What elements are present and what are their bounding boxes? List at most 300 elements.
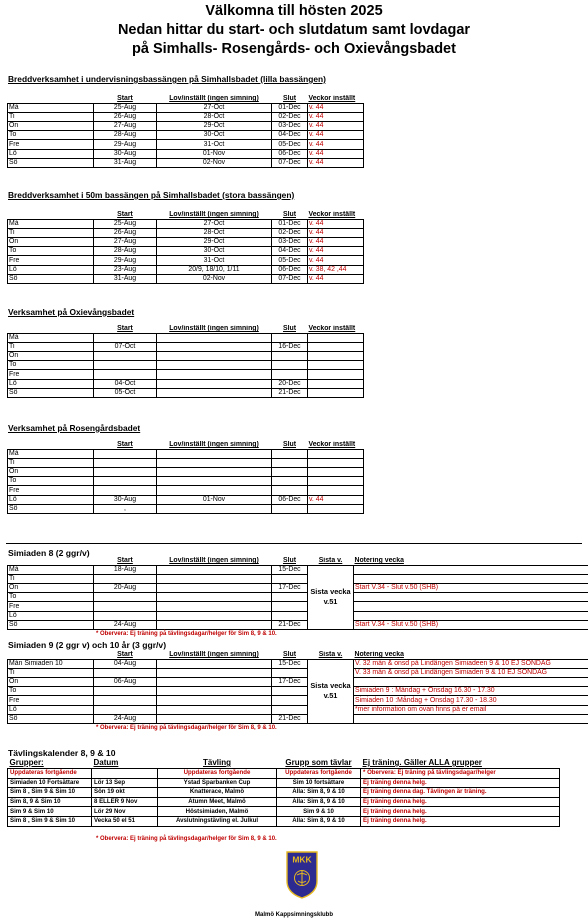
lov-cell <box>157 575 272 584</box>
slut-cell: 01-Dec <box>272 220 308 229</box>
weeks-cell <box>308 361 364 370</box>
date-cell: Vecka 50 el 51 <box>92 816 158 826</box>
slut-cell: 21-Dec <box>272 714 308 723</box>
start-cell <box>94 696 157 705</box>
day-cell: Lö <box>8 265 94 274</box>
day-cell: Sö <box>8 158 94 167</box>
cal-col-no-training: Ej träning. Gäller ALLA grupper <box>361 758 560 769</box>
slut-cell: 17-Dec <box>272 584 308 593</box>
section-title-simiaden-8: Simiaden 8 (2 ggr/v) <box>8 548 90 558</box>
slut-cell <box>272 468 308 477</box>
no-training-cell: Ej träning denna helg. <box>361 797 560 807</box>
table-row <box>8 620 588 629</box>
lov-cell <box>157 705 272 714</box>
weeks-cell <box>308 388 364 397</box>
date-cell: 8 ELLER 9 Nov <box>92 797 158 807</box>
slut-cell: 20-Dec <box>272 379 308 388</box>
table-body <box>8 334 364 398</box>
lov-cell <box>157 611 272 620</box>
title-line-2: Nedan hittar du start- och slutdatum samt lovdagar <box>0 22 588 38</box>
day-cell: To <box>8 687 94 696</box>
weeks-cell: v. 44 <box>308 220 364 229</box>
logo-text: MKK <box>292 855 312 865</box>
table-row <box>8 504 364 513</box>
slut-cell <box>272 593 308 602</box>
day-cell: Lö <box>8 611 94 620</box>
slut-cell: 04-Dec <box>272 247 308 256</box>
slut-cell: 06-Dec <box>272 495 308 504</box>
club-name: Malmö Kappsimningsklubb <box>0 912 588 918</box>
competing-group-cell: Sim 10 fortsättare <box>277 778 361 788</box>
date-cell: Lör 13 Sep <box>92 778 158 788</box>
weeks-cell: v. 44 <box>308 238 364 247</box>
table-row <box>8 229 364 238</box>
group-cell: Sim 8, 9 & Sim 10 <box>8 797 92 807</box>
day-cell: Må <box>8 566 94 575</box>
lov-cell <box>157 696 272 705</box>
table-row <box>8 593 588 602</box>
lov-cell <box>157 450 272 459</box>
col-slut: Slut <box>272 651 308 660</box>
title-line-3: på Simhalls- Rosengårds- och Oxievångsbadet <box>0 41 588 57</box>
table-row <box>8 611 588 620</box>
start-cell: 27-Aug <box>94 238 157 247</box>
no-training-cell: Ej träning denna helg. <box>361 816 560 826</box>
table-row <box>8 669 588 678</box>
start-cell <box>94 477 157 486</box>
lov-cell <box>157 334 272 343</box>
table-row <box>8 388 364 397</box>
note-cell <box>354 602 588 611</box>
day-cell: To <box>8 131 94 140</box>
table-row <box>8 660 588 669</box>
weeks-cell: v. 44 <box>308 158 364 167</box>
start-cell <box>94 352 157 361</box>
lov-cell <box>157 678 272 687</box>
start-cell: 29-Aug <box>94 256 157 265</box>
note-cell <box>354 575 588 584</box>
table-body <box>8 104 364 168</box>
calendar-row <box>8 816 560 826</box>
table-row <box>8 113 364 122</box>
weeks-cell: v. 44 <box>308 149 364 158</box>
table-row <box>8 705 588 714</box>
weeks-cell <box>308 504 364 513</box>
no-training-cell: Ej träning denna helg. <box>361 807 560 817</box>
schedule-table-rosengard <box>7 441 364 514</box>
lov-cell: 01-Nov <box>157 149 272 158</box>
start-cell <box>94 361 157 370</box>
note-cell: V. 32 mån & onsd på Lindängen Simiadeen 9 & 10 EJ SÖNDAG <box>354 660 588 669</box>
col-veckor: Veckor inställt <box>308 95 364 104</box>
lov-cell <box>157 620 272 629</box>
schedule-table-simhall-small <box>7 95 364 168</box>
competing-group-cell: Alla: Sim 8, 9 & 10 <box>277 797 361 807</box>
cal-col-competition: Tävling <box>158 758 277 769</box>
competing-group-cell: Sim 9 & 10 <box>277 807 361 817</box>
col-notering: Notering vecka <box>354 651 588 660</box>
start-cell: 25-Aug <box>94 104 157 113</box>
slut-cell <box>272 575 308 584</box>
day-cell: Ti <box>8 459 94 468</box>
start-cell <box>94 450 157 459</box>
weeks-cell <box>308 486 364 495</box>
table-row <box>8 495 364 504</box>
lov-cell <box>157 504 272 513</box>
table-row <box>8 696 588 705</box>
day-cell: To <box>8 593 94 602</box>
competing-group-cell: Uppdateras fortgående <box>277 769 361 779</box>
col-veckor: Veckor inställt <box>308 211 364 220</box>
table-row <box>8 238 364 247</box>
table-row <box>8 256 364 265</box>
start-cell: 04-Aug <box>94 660 157 669</box>
start-cell: 07-Oct <box>94 343 157 352</box>
table-row <box>8 602 588 611</box>
group-cell: Simiaden 10 Fortsättare <box>8 778 92 788</box>
start-cell <box>94 602 157 611</box>
day-cell: Sö <box>8 388 94 397</box>
note-cell: Start V.34 - Slut v.50 (SHB) <box>354 620 588 629</box>
table-row <box>8 140 364 149</box>
note-cell: Simiaden 9 : Måndag + Onsdag 16.30 - 17.30 <box>354 687 588 696</box>
schedule-table-simhall-50m <box>7 211 364 284</box>
day-cell: On <box>8 238 94 247</box>
day-cell: Må <box>8 104 94 113</box>
col-lov: Lov/inställt (ingen simning) <box>157 325 272 334</box>
slut-cell: 02-Dec <box>272 229 308 238</box>
day-cell: On <box>8 122 94 131</box>
lov-cell: 02-Nov <box>157 274 272 283</box>
note-cell: Simiaden 10 :Måndag + Onsdag 17.30 - 18.30 <box>354 696 588 705</box>
start-cell: 20-Aug <box>94 584 157 593</box>
competition-cell: Ystad Sparbanken Cup <box>158 778 277 788</box>
table-row <box>8 352 364 361</box>
table-row <box>8 122 364 131</box>
lov-cell <box>157 486 272 495</box>
start-cell <box>94 334 157 343</box>
no-training-cell: Ej träning denna helg. <box>361 778 560 788</box>
slut-cell: 16-Dec <box>272 343 308 352</box>
col-slut: Slut <box>272 557 308 566</box>
section-title-simhall-small: Breddverksamhet i undervisningsbassängen på Simhallsbadet (lilla bassängen) <box>8 74 326 84</box>
slut-cell: 06-Dec <box>272 149 308 158</box>
lov-cell: 28-Oct <box>157 229 272 238</box>
schedule-table-simiaden-9-10 <box>7 651 588 724</box>
lov-cell <box>157 669 272 678</box>
start-cell: 30-Aug <box>94 149 157 158</box>
lov-cell: 02-Nov <box>157 158 272 167</box>
start-cell: 31-Aug <box>94 158 157 167</box>
mkk-logo-icon <box>286 851 318 899</box>
date-cell: Lör 29 Nov <box>92 807 158 817</box>
weeks-cell <box>308 343 364 352</box>
start-cell: 28-Aug <box>94 131 157 140</box>
group-cell: Sim 8 , Sim 9 & Sim 10 <box>8 816 92 826</box>
table-row <box>8 158 364 167</box>
start-cell: 06-Aug <box>94 678 157 687</box>
slut-cell: 21-Dec <box>272 388 308 397</box>
weeks-cell <box>308 450 364 459</box>
last-week-cell: Sista vecka v.51 <box>308 660 354 724</box>
weeks-cell: v. 44 <box>308 131 364 140</box>
col-start: Start <box>94 325 157 334</box>
competition-cell: Uppdateras fortgående <box>158 769 277 779</box>
slut-cell: 07-Dec <box>272 274 308 283</box>
day-cell: Sö <box>8 504 94 513</box>
start-cell <box>94 593 157 602</box>
col-lov: Lov/inställt (ingen simning) <box>157 95 272 104</box>
col-lov: Lov/inställt (ingen simning) <box>157 557 272 566</box>
lov-cell: 31-Oct <box>157 140 272 149</box>
col-start: Start <box>94 557 157 566</box>
lov-cell <box>157 593 272 602</box>
divider <box>6 543 582 544</box>
title-line-1: Välkomna till hösten 2025 <box>0 3 588 19</box>
col-start: Start <box>94 651 157 660</box>
start-cell: 30-Aug <box>94 495 157 504</box>
section-title-rosengard: Verksamhet på Rosengårdsbadet <box>8 423 140 433</box>
table-row <box>8 584 588 593</box>
table-row <box>8 575 588 584</box>
weeks-cell: v. 44 <box>308 113 364 122</box>
weeks-cell: v. 44 <box>308 274 364 283</box>
slut-cell <box>272 696 308 705</box>
col-slut: Slut <box>272 325 308 334</box>
date-cell <box>92 769 158 779</box>
schedule-table-simiaden-8 <box>7 557 588 630</box>
lov-cell <box>157 468 272 477</box>
day-cell: Fre <box>8 602 94 611</box>
day-cell: Fre <box>8 256 94 265</box>
group-cell: Uppdateras fortgående <box>8 769 92 779</box>
day-cell: Må <box>8 334 94 343</box>
col-lov: Lov/inställt (ingen simning) <box>157 651 272 660</box>
day-cell: On <box>8 352 94 361</box>
lov-cell <box>157 714 272 723</box>
day-cell: Lö <box>8 495 94 504</box>
start-cell <box>94 705 157 714</box>
start-cell: 25-Aug <box>94 220 157 229</box>
col-start: Start <box>94 95 157 104</box>
competition-cell: Avslutningstävling el. Julkul <box>158 816 277 826</box>
slut-cell: 04-Dec <box>272 131 308 140</box>
day-cell: To <box>8 361 94 370</box>
note-cell <box>354 678 588 687</box>
lov-cell <box>157 566 272 575</box>
start-cell: 27-Aug <box>94 122 157 131</box>
col-slut: Slut <box>272 441 308 450</box>
col-veckor: Veckor inställt <box>308 441 364 450</box>
day-cell: Fre <box>8 370 94 379</box>
lov-cell: 31-Oct <box>157 256 272 265</box>
start-cell <box>94 468 157 477</box>
group-cell: Sim 8 , Sim 9 & Sim 10 <box>8 788 92 798</box>
lov-cell <box>157 370 272 379</box>
slut-cell <box>272 669 308 678</box>
group-cell: Sim 9 & Sim 10 <box>8 807 92 817</box>
day-cell: On <box>8 468 94 477</box>
start-cell <box>94 575 157 584</box>
note-cell <box>354 714 588 723</box>
table-row <box>8 486 364 495</box>
start-cell <box>94 370 157 379</box>
table-row <box>8 468 364 477</box>
start-cell <box>94 611 157 620</box>
lov-cell <box>157 459 272 468</box>
lov-cell <box>157 343 272 352</box>
day-cell: To <box>8 477 94 486</box>
weeks-cell: v. 44 <box>308 140 364 149</box>
table-row <box>8 379 364 388</box>
col-start: Start <box>94 211 157 220</box>
day-cell: To <box>8 247 94 256</box>
competing-group-cell: Alla: Sim 8, 9 & 10 <box>277 816 361 826</box>
slut-cell <box>272 504 308 513</box>
table-row <box>8 343 364 352</box>
col-lov: Lov/inställt (ingen simning) <box>157 441 272 450</box>
weeks-cell <box>308 334 364 343</box>
weeks-cell: v. 38, 42 ,44 <box>308 265 364 274</box>
weeks-cell: v. 44 <box>308 122 364 131</box>
calendar-row <box>8 769 560 779</box>
table-body <box>8 566 588 630</box>
start-cell: , <box>94 504 157 513</box>
day-cell: Må <box>8 220 94 229</box>
start-cell: 04-Oct <box>94 379 157 388</box>
cal-col-date: Datum <box>92 758 158 769</box>
note-cell <box>354 593 588 602</box>
section-title-calendar: Tävlingskalender 8, 9 & 10 <box>8 748 115 758</box>
weeks-cell: v. 44 <box>308 256 364 265</box>
table-body <box>8 450 364 514</box>
lov-cell <box>157 660 272 669</box>
table-row <box>8 361 364 370</box>
start-cell: 18-Aug <box>94 566 157 575</box>
start-cell <box>94 687 157 696</box>
start-cell: 24-Aug <box>94 714 157 723</box>
start-cell: 26-Aug <box>94 113 157 122</box>
slut-cell: 15-Dec <box>272 566 308 575</box>
lov-cell: 30-Oct <box>157 131 272 140</box>
day-cell: Fre <box>8 696 94 705</box>
lov-cell <box>157 388 272 397</box>
weeks-cell <box>308 379 364 388</box>
start-cell: 24-Aug <box>94 620 157 629</box>
day-cell: Lö <box>8 149 94 158</box>
day-cell: Fre <box>8 486 94 495</box>
table-row <box>8 265 364 274</box>
day-cell: Sö <box>8 620 94 629</box>
lov-cell <box>157 687 272 696</box>
lov-cell <box>157 477 272 486</box>
slut-cell: 21-Dec <box>272 620 308 629</box>
start-cell: 29-Aug <box>94 140 157 149</box>
day-cell: Ti <box>8 113 94 122</box>
table-row <box>8 566 588 575</box>
training-note: * Obervera: Ej träning på tävlingsdagar/helger för Sim 8, 9 & 10. <box>96 631 277 637</box>
table-row <box>8 459 364 468</box>
table-row <box>8 274 364 283</box>
competition-cell: Atumn Meet, Malmö <box>158 797 277 807</box>
table-row <box>8 678 588 687</box>
table-row <box>8 714 588 723</box>
table-row <box>8 220 364 229</box>
start-cell <box>94 486 157 495</box>
training-note: * Obervera: Ej träning på tävlingsdagar/helger för Sim 8, 9 & 10. <box>96 836 277 842</box>
section-title-oxievang: Verksamhet på Oxievångsbadet <box>8 307 134 317</box>
lov-cell: 27-Oct <box>157 220 272 229</box>
slut-cell <box>272 334 308 343</box>
title-block <box>0 3 588 57</box>
competing-group-cell: Alla: Sim 8, 9 & 10 <box>277 788 361 798</box>
table-row <box>8 370 364 379</box>
start-cell <box>94 669 157 678</box>
calendar-row <box>8 788 560 798</box>
slut-cell <box>272 611 308 620</box>
table-row <box>8 450 364 459</box>
day-cell: Sö <box>8 714 94 723</box>
weeks-cell <box>308 352 364 361</box>
calendar-body <box>8 769 560 827</box>
lov-cell: 27-Oct <box>157 104 272 113</box>
col-veckor: Veckor inställt <box>308 325 364 334</box>
day-cell: Sö <box>8 274 94 283</box>
section-title-simhall-50m: Breddverksamhet i 50m bassängen på Simhallsbadet (stora bassängen) <box>8 190 294 200</box>
lov-cell: 29-Oct <box>157 122 272 131</box>
start-cell: 31-Aug <box>94 274 157 283</box>
cal-col-group: Grupp som tävlar <box>277 758 361 769</box>
slut-cell: 03-Dec <box>272 122 308 131</box>
weeks-cell <box>308 468 364 477</box>
table-row <box>8 477 364 486</box>
lov-cell <box>157 361 272 370</box>
weeks-cell: v. 44 <box>308 247 364 256</box>
col-slut: Slut <box>272 95 308 104</box>
col-sista: Sista v. <box>308 651 354 660</box>
start-cell: 28-Aug <box>94 247 157 256</box>
weeks-cell <box>308 459 364 468</box>
no-training-cell: Ej träning denna dag. Tävlingen är träning. <box>361 788 560 798</box>
day-cell: Fre <box>8 140 94 149</box>
note-cell <box>354 566 588 575</box>
day-cell: Lö <box>8 705 94 714</box>
cal-col-groups: Grupper: <box>8 758 92 769</box>
table-row <box>8 247 364 256</box>
slut-cell: 07-Dec <box>272 158 308 167</box>
lov-cell: 30-Oct <box>157 247 272 256</box>
competition-cell: Höstsimiaden, Malmö <box>158 807 277 817</box>
start-cell <box>94 459 157 468</box>
table-row <box>8 687 588 696</box>
last-week-cell: Sista vecka v.51 <box>308 566 354 630</box>
slut-cell: 03-Dec <box>272 238 308 247</box>
slut-cell <box>272 705 308 714</box>
table-body <box>8 220 364 284</box>
table-body <box>8 660 588 724</box>
date-cell: Sön 19 okt <box>92 788 158 798</box>
slut-cell <box>272 602 308 611</box>
no-training-cell: * Obervera: Ej träning på tävlingsdagar/helger <box>361 769 560 779</box>
lov-cell: 28-Oct <box>157 113 272 122</box>
table-row <box>8 334 364 343</box>
day-cell: Ti <box>8 343 94 352</box>
calendar-row <box>8 778 560 788</box>
col-sista: Sista v. <box>308 557 354 566</box>
weeks-cell: v. 44 <box>308 495 364 504</box>
schedule-table-oxievang <box>7 325 364 398</box>
slut-cell <box>272 361 308 370</box>
